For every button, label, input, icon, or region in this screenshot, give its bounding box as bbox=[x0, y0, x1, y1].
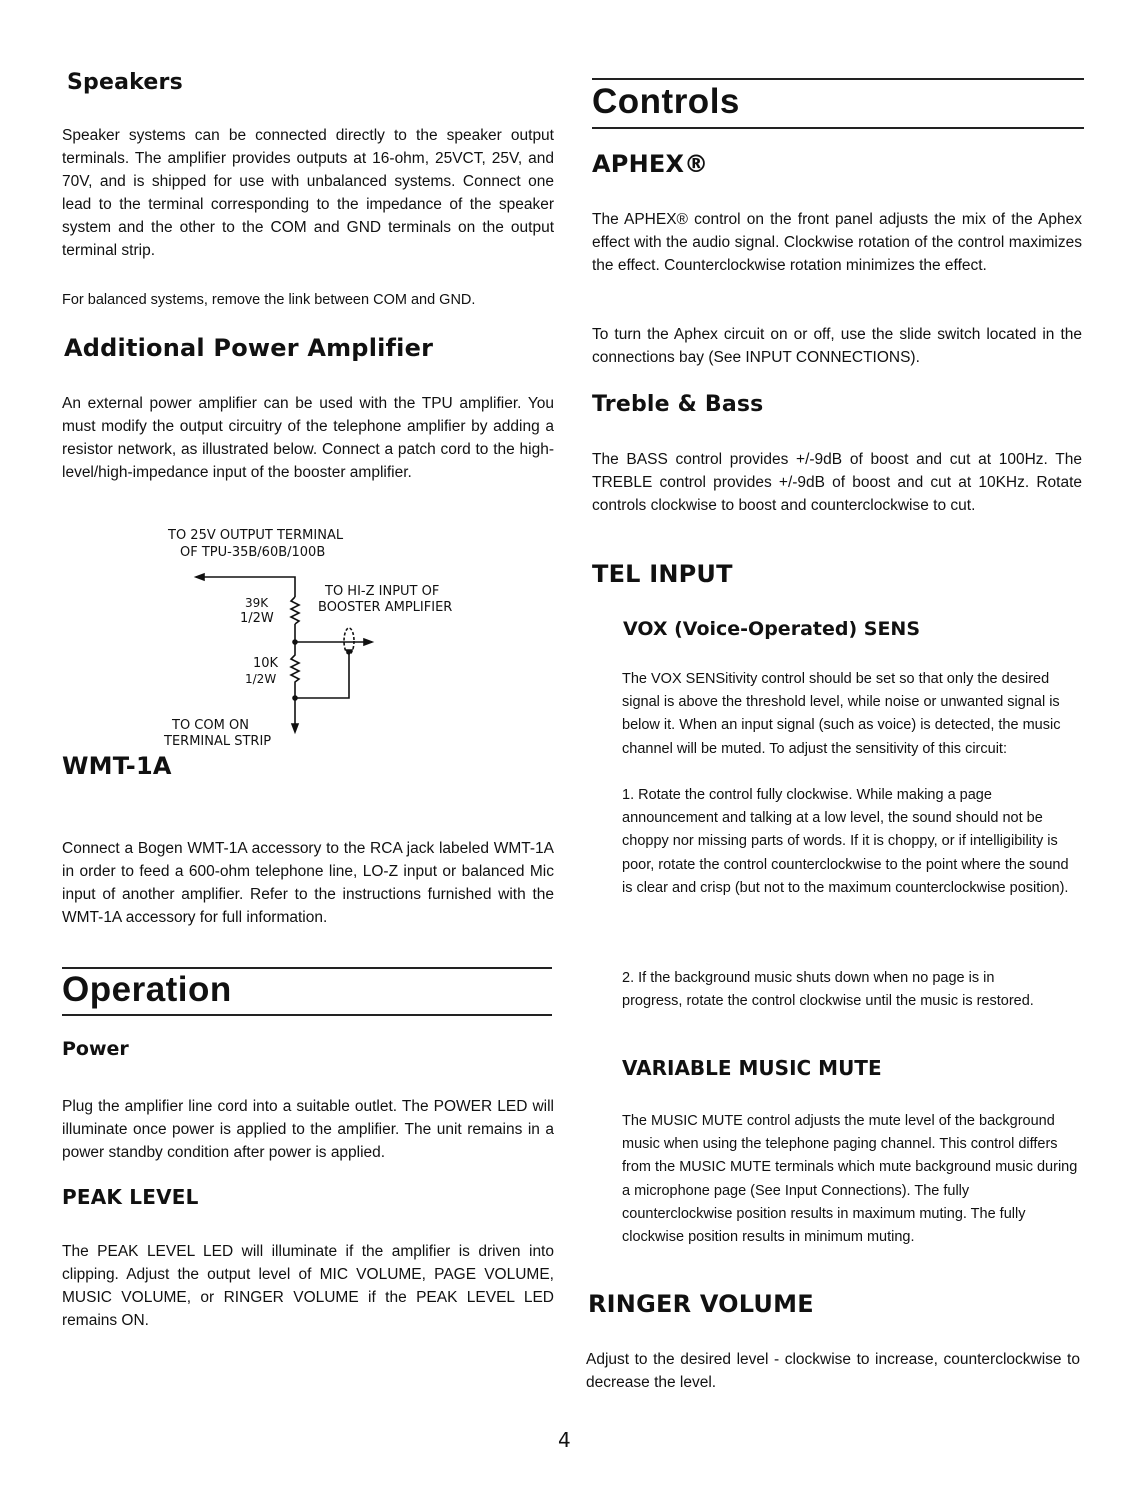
diagram-right-label-2: BOOSTER AMPLIFIER bbox=[318, 600, 453, 615]
additional-amp-heading: Additional Power Amplifier bbox=[64, 334, 434, 362]
resistor-10k-power: 1/2W bbox=[245, 672, 277, 686]
variable-music-mute-heading: VARIABLE MUSIC MUTE bbox=[622, 1056, 882, 1080]
resistor-39k-power: 1/2W bbox=[240, 611, 274, 626]
resistor-network-diagram bbox=[150, 520, 510, 760]
aphex-paragraph-1: The APHEX® control on the front panel adjusts the mix of the Aphex effect with the audio signal. Clockwise rotation of the control maximizes the effect. Counterclockwise rotation minimizes the effect. bbox=[592, 211, 1082, 274]
circuit-schematic-icon bbox=[150, 520, 510, 760]
balanced-systems-note: For balanced systems, remove the link between COM and GND. bbox=[62, 292, 476, 308]
treble-bass-paragraph: The BASS control provides +/-9dB of boost and cut at 100Hz. The TREBLE control provides +/-9dB of boost and cut at 10KHz. Rotate controls clockwise to boost and counterclockwise to cut. bbox=[592, 451, 1082, 514]
diagram-bottom-label-2: TERMINAL STRIP bbox=[164, 734, 272, 749]
vox-step-2: 2. If the background music shuts down when no page is in progress, rotate the control clockwise until the music is restored. bbox=[622, 970, 1034, 1010]
operation-bottom-rule bbox=[62, 1014, 552, 1016]
ringer-volume-heading: RINGER VOLUME bbox=[588, 1290, 814, 1318]
aphex-heading: APHEX® bbox=[592, 150, 709, 178]
power-heading: Power bbox=[62, 1038, 129, 1060]
operation-top-rule bbox=[62, 967, 552, 969]
vox-heading: VOX (Voice-Operated) SENS bbox=[623, 618, 921, 640]
vox-step-1: 1. Rotate the control fully clockwise. While making a page announcement and talking at a low level, the sound should not be choppy nor missing parts of words. If it is choppy, or if intelligibility is poor, rotate the control counterclockwise to the point where the sound is clear and crisp (but not to the maximum counterclockwise position). bbox=[622, 787, 1069, 896]
additional-amp-paragraph: An external power amplifier can be used with the TPU amplifier. You must modify the output circuitry of the telephone amplifier by adding a resistor network, as illustrated below. Connect a patch cord to the high-level/high-impedance input of the booster amplifier. bbox=[62, 395, 554, 481]
speakers-heading: Speakers bbox=[67, 70, 183, 95]
resistor-10k-label: 10K bbox=[253, 656, 279, 671]
peak-level-paragraph: The PEAK LEVEL LED will illuminate if the amplifier is driven into clipping. Adjust the output level of MIC VOLUME, PAGE VOLUME, MUSIC VOLUME, or RINGER VOLUME if the PEAK LEVEL LED remains ON. bbox=[62, 1243, 554, 1329]
wmt-1a-paragraph: Connect a Bogen WMT-1A accessory to the RCA jack labeled WMT-1A in order to feed a 600-ohm telephone line, LO-Z input or balanced Mic input of another amplifier. Refer to the instructions furnished with the WMT-1A accessory for full information. bbox=[62, 840, 554, 926]
tel-input-heading: TEL INPUT bbox=[592, 560, 733, 588]
power-paragraph: Plug the amplifier line cord into a suitable outlet. The POWER LED will illuminate once power is applied to the amplifier. The unit remains in a power standby condition after power is applied. bbox=[62, 1098, 554, 1161]
diagram-top-label-2: OF TPU-35B/60B/100B bbox=[180, 545, 326, 560]
variable-music-mute-paragraph: The MUSIC MUTE control adjusts the mute level of the background music when using the telephone paging channel. This control differs from the MUSIC MUTE terminals which mute background music during a microphone page (See Input Connections). The fully counterclockwise position results in maximum muting. The fully clockwise position results in minimum muting. bbox=[622, 1113, 1078, 1246]
controls-bottom-rule bbox=[592, 127, 1084, 129]
vox-paragraph: The VOX SENSitivity control should be set so that only the desired signal is above the threshold level, while noise or unwanted signal is below it. When an input signal (such as voice) is detected, the music channel will be muted. To adjust the sensitivity of this circuit: bbox=[622, 671, 1061, 757]
ringer-volume-paragraph: Adjust to the desired level - clockwise to increase, counterclockwise to decrease the level. bbox=[586, 1351, 1080, 1391]
page-number: 4 bbox=[558, 1428, 571, 1452]
diagram-top-label-1: TO 25V OUTPUT TERMINAL bbox=[168, 528, 344, 543]
wmt-1a-heading: WMT-1A bbox=[62, 752, 172, 780]
treble-bass-heading: Treble & Bass bbox=[592, 392, 764, 417]
diagram-bottom-label-1: TO COM ON bbox=[172, 718, 249, 733]
controls-heading: Controls bbox=[592, 82, 740, 121]
aphex-paragraph-2: To turn the Aphex circuit on or off, use the slide switch located in the connections bay (See INPUT CONNECTIONS). bbox=[592, 326, 1082, 366]
diagram-right-label-1: TO HI-Z INPUT OF bbox=[325, 584, 440, 599]
speakers-paragraph: Speaker systems can be connected directly to the speaker output terminals. The amplifier provides outputs at 16-ohm, 25VCT, 25V, and 70V, and is shipped for use with unbalanced systems. Connect one lead to the terminal corresponding to the impedance of the speaker system and the other to the COM and GND terminals on the output terminal strip. bbox=[62, 127, 554, 259]
operation-heading: Operation bbox=[62, 970, 232, 1009]
resistor-39k-label: 39K bbox=[245, 596, 269, 610]
peak-level-heading: PEAK LEVEL bbox=[62, 1185, 199, 1209]
controls-top-rule bbox=[592, 78, 1084, 80]
